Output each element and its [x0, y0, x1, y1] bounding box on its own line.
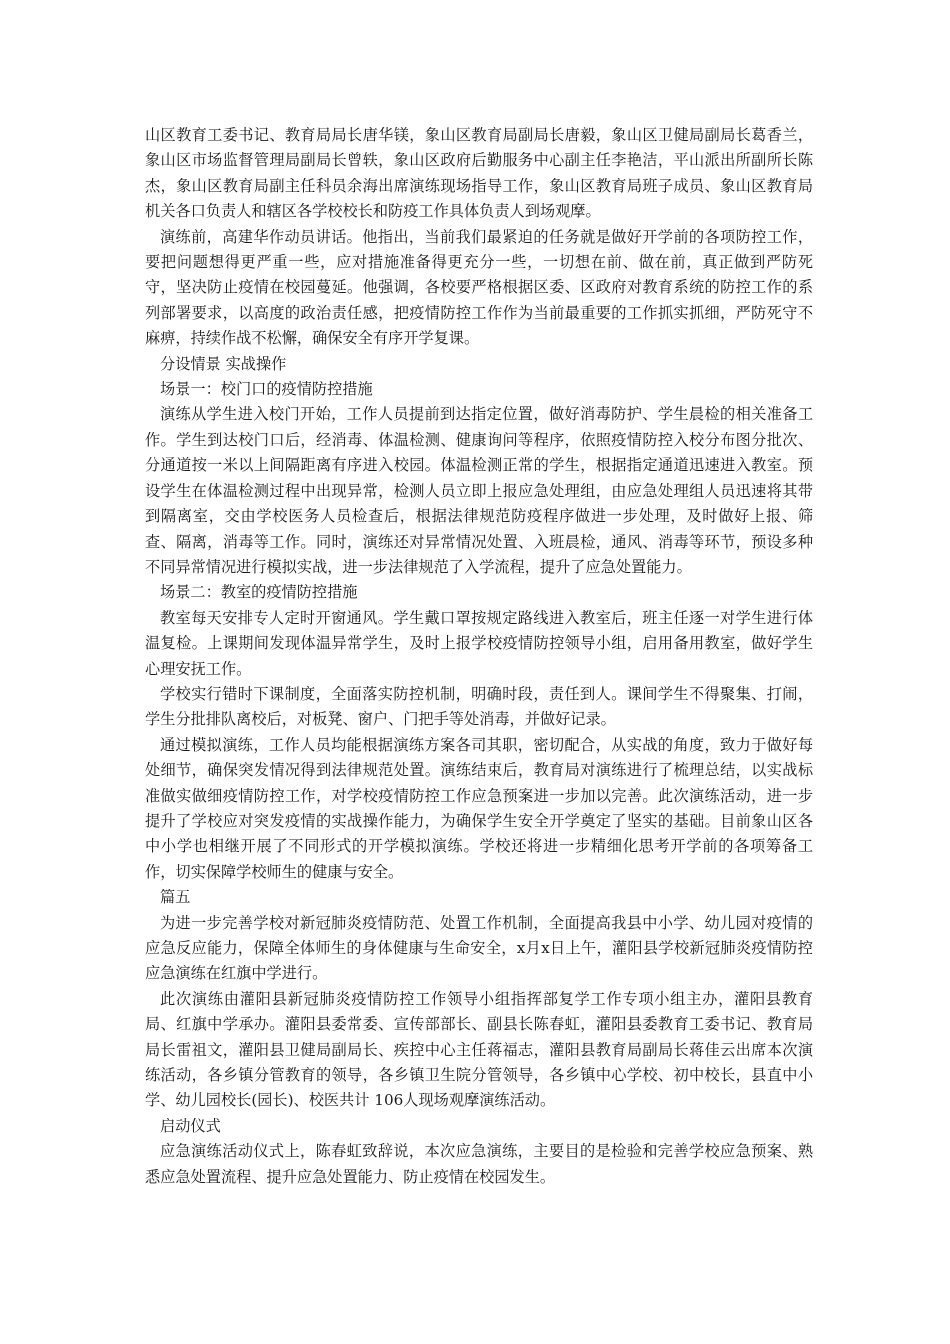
paragraph-organizers: 此次演练由灌阳县新冠肺炎疫情防控工作领导小组指挥部复学工作专项小组主办，灌阳县教育局、红旗中学承办。灌阳县委常委、宣传部部长、副县长陈春虹，灌阳县委教育工委书记、教育局局长雷祖文，灌阳县卫健局副局长、疾控中心主任蒋福志，灌阳县教育局副局长蒋佳云出席本次演练活动，各乡镇分管教育的领导，各乡镇卫生院分管领导，各乡镇中心学校、初中校长，县直中小学、幼儿园校长(园长)、校医共计 106人现场观摩演练活动。: [145, 989, 813, 1110]
paragraph-scene-two: 教室每天安排专人定时开窗通风。学生戴口罩按规定路线进入教室后，班主任逐一对学生进行体温复检。上课期间发现体温异常学生，及时上报学校疫情防控领导小组，启用备用教室，做好学生心理安抚工作。: [145, 608, 813, 678]
scene-two-heading: 场景二：教室的疫情防控措施: [160, 583, 358, 602]
paragraph-summary: 通过模拟演练，工作人员均能根据演练方案各司其职，密切配合，从实战的角度，致力于做好每处细节，确保突发情况得到法律规范处置。演练结束后，教育局对演练进行了梳理总结，以实战标准做实做细疫情防控工作，对学校疫情防控工作应急预案进一步加以完善。此次演练活动，进一步提升了学校应对突发疫情的实战操作能力，为确保学生安全开学奠定了坚实的基础。目前象山区各中小学也相继开展了不同形式的开学模拟演练。学校还将进一步精细化思考开学前的各项筹备工作，切实保障学校师生的健康与安全。: [145, 735, 813, 881]
paragraph-1: 山区教育工委书记、教育局局长唐华镁，象山区教育局副局长唐毅，象山区卫健局副局长葛香兰，象山区市场监督管理局副局长曾轶，象山区政府后勤服务中心副主任李艳洁，平山派出所副所长陈杰，象山区教育局副主任科员余海出席演练现场指导工作，象山区教育局班子成员、象山区教育局机关各口负责人和辖区各学校校长和防疫工作具体负责人到场观摩。: [145, 126, 813, 221]
paragraph-intro-five: 为进一步完善学校对新冠肺炎疫情防范、处置工作机制，全面提高我县中小学、幼儿园对疫情的应急反应能力，保障全体师生的身体健康与生命安全，x月x日上午，灌阳县学校新冠肺炎疫情防控应急演练在红旗中学进行。: [145, 913, 813, 983]
paragraph-scene-one: 演练从学生进入校门开始，工作人员提前到达指定位置，做好消毒防护、学生晨检的相关准备工作。学生到达校门口后，经消毒、体温检测、健康询问等程序，依照疫情防控入校分布图分批次、分通道按一米以上间隔距离有序进入校园。体温检测正常的学生，根据指定通道迅速进入教室。预设学生在体温检测过程中出现异常，检测人员立即上报应急处理组，由应急处理组人员迅速将其带到隔离室，交由学校医务人员检查后，根据法律规范防疫程序做进一步处理，及时做好上报、筛查、隔离，消毒等工作。同时，演练还对异常情况处置、入班晨检，通风、消毒等环节，预设多种不同异常情况进行模拟实战，进一步法律规范了入学流程，提升了应急处置能力。: [145, 405, 813, 576]
paragraph-staggered-dismissal: 学校实行错时下课制度，全面落实防控机制，明确时段，责任到人。课间学生不得聚集、打闹，学生分批排队离校后，对板凳、窗户、门把手等处消毒，并做好记录。: [145, 684, 813, 729]
section-heading-scenarios: 分设情景 实战操作: [160, 354, 287, 373]
scene-one-heading: 场景一：校门口的疫情防控措施: [160, 380, 373, 399]
ceremony-heading: 启动仪式: [160, 1116, 221, 1135]
document-body: [145, 123, 813, 1190]
paragraph-ceremony: 应急演练活动仪式上，陈春虹致辞说，本次应急演练，主要目的是检验和完善学校应急预案、熟悉应急处置流程、提升应急处置能力、防止疫情在校园发生。: [145, 1142, 813, 1186]
paragraph-2: 演练前，高建华作动员讲话。他指出，当前我们最紧迫的任务就是做好开学前的各项防控工作，要把问题想得更严重一些，应对措施准备得更充分一些，一切想在前、做在前，真正做到严防死守，坚决防止疫情在校园蔓延。他强调，各校要严格根据区委、区政府对教育系统的防控工作的系列部署要求，以高度的政治责任感，把疫情防控工作作为当前最重要的工作抓实抓细，严防死守不麻痹，持续作战不松懈，确保安全有序开学复课。: [145, 227, 813, 348]
chapter-heading-five: 篇五: [160, 888, 191, 907]
